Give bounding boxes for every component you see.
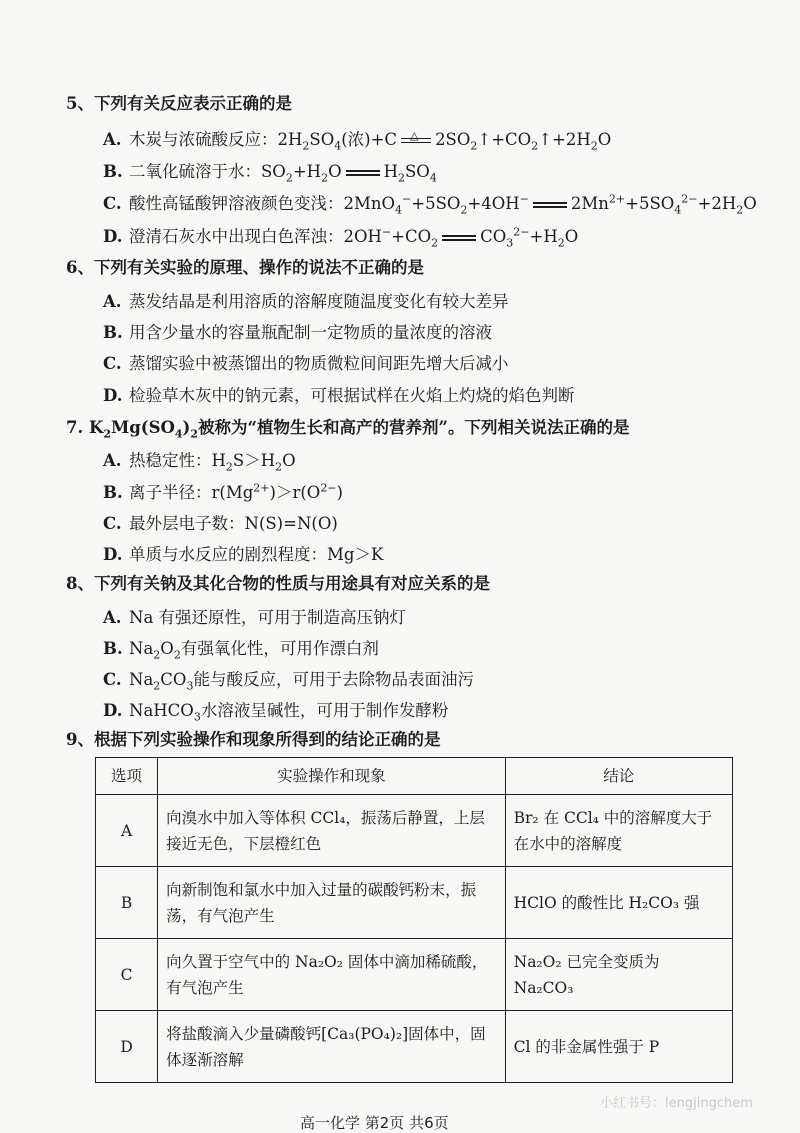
question-8-option-b: B. $Na_2O_2$有强氧化性，可用作漂白剂: [103, 639, 379, 662]
option-label: B.: [103, 323, 123, 342]
table-header: 结论: [505, 758, 732, 795]
watermark: 小红书号：lengjingchem: [600, 1096, 753, 1111]
table-header: 选项: [96, 758, 158, 795]
question-6-option-a: A. 蒸发结晶是利用溶质的溶解度随温度变化有较大差异: [103, 290, 509, 314]
question-5-stem: 5、下列有关反应表示正确的是: [66, 94, 292, 113]
option-label: C.: [103, 354, 122, 373]
table-cell-conclusion: Na₂O₂ 已完全变质为 Na₂CO₃: [505, 939, 732, 1011]
option-label: D.: [103, 545, 123, 564]
option-label: B.: [103, 483, 123, 502]
table-cell-operation: 向新制饱和氯水中加入过量的碳酸钙粉末，振荡，有气泡产生: [158, 867, 506, 939]
question-5-option-a: A. 木炭与浓硫酸反应：$2H_2SO_4$(浓)+C △ $2SO_2↑+CO_2↑+2H_2O$: [103, 129, 612, 153]
table-cell-option: C: [96, 939, 158, 1011]
option-label: C.: [103, 194, 122, 213]
table-cell-option: D: [96, 1011, 158, 1083]
question-6-stem: 6、下列有关实验的原理、操作的说法不正确的是: [66, 258, 424, 277]
option-label: A.: [103, 451, 122, 470]
question-7-option-d: D. 单质与水反应的剧烈程度：Mg＞K: [103, 543, 383, 567]
question-8-option-c: C. $Na_2CO_3$能与酸反应，可用于去除物品表面油污: [103, 670, 474, 693]
heating-equals-sign: △: [401, 138, 431, 143]
table-row: [96, 795, 733, 867]
table-cell-operation: 将盐酸滴入少量磷酸钙[Ca₃(PO₄)₂]固体中，固体逐渐溶解: [158, 1011, 506, 1083]
table-cell-option: B: [96, 867, 158, 939]
table-row: [96, 939, 733, 1011]
table-cell-operation: 向溴水中加入等体积 CCl₄，振荡后静置，上层接近无色，下层橙红色: [158, 795, 506, 867]
experiment-table: [95, 757, 733, 1083]
question-6-option-b: B. 用含少量水的容量瓶配制一定物质的量浓度的溶液: [103, 321, 492, 345]
table-header-row: [96, 758, 733, 795]
option-label: D.: [103, 227, 123, 246]
table-cell-conclusion: Cl 的非金属性强于 P: [505, 1011, 732, 1083]
table-cell-operation: 向久置于空气中的 Na₂O₂ 固体中滴加稀硫酸，有气泡产生: [158, 939, 506, 1011]
question-8-option-a: A. Na 有强还原性，可用于制造高压钠灯: [103, 606, 406, 630]
question-6-option-c: C. 蒸馏实验中被蒸馏出的物质微粒间间距先增大后减小: [103, 352, 509, 376]
page-footer: 高一化学 第2页 共6页: [300, 1114, 449, 1132]
option-label: B.: [103, 639, 123, 658]
equals-sign: [442, 235, 476, 241]
table-cell-conclusion: Br₂ 在 CCl₄ 中的溶解度大于在水中的溶解度: [505, 795, 732, 867]
question-9-stem: 9、根据下列实验操作和现象所得到的结论正确的是: [66, 730, 441, 749]
option-label: C.: [103, 514, 122, 533]
question-5-option-d: D. 澄清石灰水中出现白色浑浊：$2OH^-+CO_2$ $CO_3^{2-}+H_2O$: [103, 225, 579, 250]
option-label: A.: [103, 608, 122, 627]
table-row: [96, 1011, 733, 1083]
question-5-option-c: C. 酸性高锰酸钾溶液颜色变浅：$2MnO_4^-+5SO_2+4OH^-$ $2Mn^{2+}+5SO_4^{2-}+2H_2O$: [103, 192, 757, 217]
table-cell-option: A: [96, 795, 158, 867]
question-7-stem: 7. $K_2Mg(SO_4)_2$被称为“植物生长和高产的营养剂”。下列相关说法正确的是: [66, 418, 630, 441]
question-6-option-d: D. 检验草木灰中的钠元素，可根据试样在火焰上灼烧的焰色判断: [103, 384, 575, 408]
option-label: D.: [103, 386, 123, 405]
equals-sign: [533, 202, 567, 208]
table-cell-conclusion: HClO 的酸性比 H₂CO₃ 强: [505, 867, 732, 939]
option-label: B.: [103, 162, 123, 181]
table-row: [96, 867, 733, 939]
question-7-option-c: C. 最外层电子数：N(S)=N(O): [103, 512, 338, 536]
question-7-option-b: B. 离子半径：$r(Mg^{2+})>r(O^{2-})$: [103, 481, 343, 505]
option-label: D.: [103, 701, 123, 720]
option-label: A.: [103, 292, 122, 311]
question-8-option-d: D. NaHCO$_3$水溶液呈碱性，可用于制作发酵粉: [103, 701, 449, 724]
option-label: A.: [103, 130, 122, 149]
option-label: C.: [103, 670, 122, 689]
equals-sign: [346, 170, 380, 176]
table-header: 实验操作和现象: [158, 758, 506, 795]
question-5-option-b: B. 二氧化硫溶于水：$SO_2+H_2O$ $H_2SO_4$: [103, 162, 437, 185]
question-7-option-a: A. 热稳定性：$H_2S>H_2O$: [103, 451, 296, 474]
question-8-stem: 8、下列有关钠及其化合物的性质与用途具有对应关系的是: [66, 574, 490, 593]
